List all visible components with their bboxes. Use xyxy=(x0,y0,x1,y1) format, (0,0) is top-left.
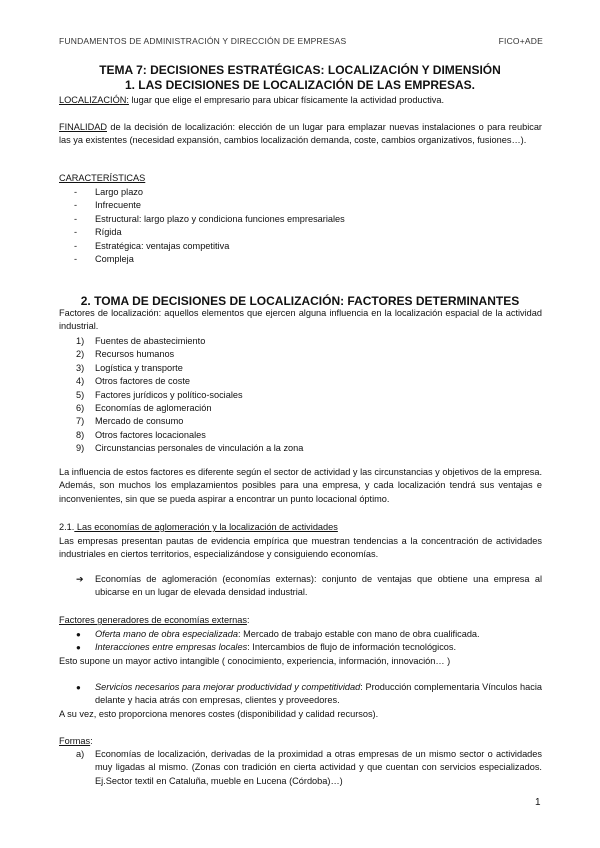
caracteristicas-heading: CARACTERÍSTICAS xyxy=(59,173,146,183)
list-item xyxy=(59,335,539,348)
factor-text: : Intercambios de flujo de información tecnológicos. xyxy=(247,642,457,652)
list-item-text: Otros factores de coste xyxy=(95,376,190,387)
factores-list xyxy=(59,335,539,456)
formas-item-text: Economías de localización, derivadas de la proximidad a otras empresas de un mismo sector o actividades muy ligadas al mismo. (Zonas con tradición en cierta actividad y que cuentan con servicios especializados. Ej.Sector textil en Cataluña, mueble en Lucena (Córdoba)…) xyxy=(95,749,542,786)
dash-marker: - xyxy=(74,187,78,197)
list-number: 1) xyxy=(76,336,85,346)
formas-title: Formas xyxy=(59,736,91,746)
finalidad-paragraph xyxy=(59,121,542,148)
factor-text: : Producción complementaria Vínculos hacia delante y hacia atrás con empresas, clientes y proveedores. xyxy=(95,682,542,706)
list-item-text: Estratégica: ventajas competitiva xyxy=(95,240,230,251)
localizacion-definition xyxy=(59,94,444,107)
list-number: 5) xyxy=(76,389,85,400)
formas-heading xyxy=(59,735,93,748)
running-header-left: FUNDAMENTOS DE ADMINISTRACIÓN Y DIRECCIÓN DE EMPRESAS xyxy=(59,36,347,46)
factores-generadores-title: Factores generadores de economías externas xyxy=(59,615,247,625)
section-2-title: 2. TOMA DE DECISIONES DE LOCALIZACIÓN: FACTORES DETERMINANTES xyxy=(80,294,520,308)
factor-item xyxy=(95,628,480,641)
finalidad-term: FINALIDAD xyxy=(59,122,107,132)
section-2-1-heading xyxy=(59,521,338,534)
dash-marker: - xyxy=(74,213,78,224)
list-item xyxy=(59,226,539,239)
list-item-text: Recursos humanos xyxy=(95,349,175,360)
list-number: 6) xyxy=(76,402,85,413)
list-item-text: Circunstancias personales de vinculación a la zona xyxy=(95,443,304,454)
dash-marker: - xyxy=(74,253,78,264)
list-item xyxy=(59,429,539,442)
running-header-right: FICO+ADE xyxy=(498,36,543,46)
section-1-title: 1. LAS DECISIONES DE LOCALIZACIÓN DE LAS EMPRESAS. xyxy=(124,78,476,92)
factores-intro: Factores de localización: aquellos elementos que ejercen alguna influencia en la localización espacial de la actividad industrial. xyxy=(59,308,542,332)
heading-colon: : xyxy=(90,736,93,746)
section-2-1-number: 2.1. xyxy=(59,522,75,532)
aglomeracion-definition: Economías de aglomeración (economías externas): conjunto de ventajas que obtiene una empresa al ubicarse en un lugar de elevada densidad industrial. xyxy=(95,574,542,598)
list-item xyxy=(59,442,539,455)
list-item-text: Factores jurídicos y político-sociales xyxy=(95,389,243,400)
dash-marker: - xyxy=(74,240,78,251)
localizacion-term: LOCALIZACIÓN: xyxy=(59,95,129,105)
list-item xyxy=(59,375,539,388)
heading-colon: : xyxy=(246,615,250,625)
list-item-text: Fuentes de abastecimiento xyxy=(95,336,206,346)
dash-marker: - xyxy=(74,200,78,211)
list-item-text: Largo plazo xyxy=(95,187,144,197)
list-item-text: Estructural: largo plazo y condiciona funciones empresariales xyxy=(95,213,345,224)
list-number: 7) xyxy=(76,416,85,427)
list-item-text: Mercado de consumo xyxy=(95,416,184,427)
list-item xyxy=(59,348,539,361)
list-item-text: Otros factores locacionales xyxy=(95,429,206,440)
list-item xyxy=(59,415,539,428)
list-item xyxy=(59,362,539,375)
list-number: 3) xyxy=(76,362,85,373)
section-2-1-title: Las economías de aglomeración y la localización de actividades xyxy=(74,522,338,532)
arrow-bullet: ➔ xyxy=(76,574,84,584)
bullet-marker: ● xyxy=(76,683,81,692)
factor-term: Servicios necesarios para mejorar productividad y competitividad xyxy=(95,682,361,692)
list-number: 8) xyxy=(76,429,85,440)
list-number: 2) xyxy=(76,349,85,360)
list-item xyxy=(59,389,539,402)
finalidad-text: de la decisión de localización: elección de un lugar para emplazar nuevas instalaciones o para reubicar las ya existentes (necesidad expansión, cambios localización demanda, coste, cambios organizativos, fusiones…). xyxy=(59,122,542,146)
list-item xyxy=(59,186,539,199)
list-item-text: Compleja xyxy=(95,253,134,264)
list-item-text: Rígida xyxy=(95,227,122,238)
factor-term: Oferta mano de obra especializada xyxy=(95,629,239,639)
section-2-1-text: Las empresas presentan pautas de evidencia empírica que muestran tendencias a la concentración de actividades industriales en ciertos territorios, especializándose y consiguiendo economías. xyxy=(59,536,542,560)
list-number: 9) xyxy=(76,443,85,454)
factor-text: : Mercado de trabajo estable con mano de obra cualificada. xyxy=(238,629,480,639)
influence-paragraph: La influencia de estos factores es diferente según el sector de actividad y las circunstancias y objetivos de la empresa. Además, son muchos los emplazamientos posibles para una empresa, y cada localización tendrá sus ventajas e inconvenientes, sin que se pueda aspirar a encontrar un punto locacional óptimo. xyxy=(59,467,542,504)
list-number: 4) xyxy=(76,376,85,387)
intangible-note: Esto supone un mayor activo intangible ( conocimiento, experiencia, información, innovación… ) xyxy=(59,656,451,666)
list-item-text: Infrecuente xyxy=(95,200,141,211)
dash-marker: - xyxy=(74,227,78,238)
list-item xyxy=(59,240,539,253)
caracteristicas-list xyxy=(59,186,539,266)
list-number: a) xyxy=(76,749,85,759)
factor-term: Interacciones entre empresas locales xyxy=(95,642,248,652)
list-item xyxy=(59,199,539,212)
list-item-text: Economías de aglomeración xyxy=(95,402,212,413)
localizacion-text: lugar que elige el empresario para ubicar físicamente la actividad productiva. xyxy=(128,95,445,105)
bullet-marker: ● xyxy=(76,630,81,639)
factores-generadores-heading xyxy=(59,614,250,627)
list-item xyxy=(59,253,539,266)
factor-item xyxy=(95,681,542,708)
costs-note: A su vez, esto proporciona menores costes (disponibilidad y calidad recursos). xyxy=(59,709,379,719)
list-item xyxy=(59,213,539,226)
list-item xyxy=(59,402,539,415)
list-item-text: Logística y transporte xyxy=(95,362,183,373)
factor-item xyxy=(95,641,456,654)
bullet-marker: ● xyxy=(76,643,81,652)
page-number: 1 xyxy=(535,797,541,808)
page-title: TEMA 7: DECISIONES ESTRATÉGICAS: LOCALIZACIÓN Y DIMENSIÓN xyxy=(99,63,501,77)
